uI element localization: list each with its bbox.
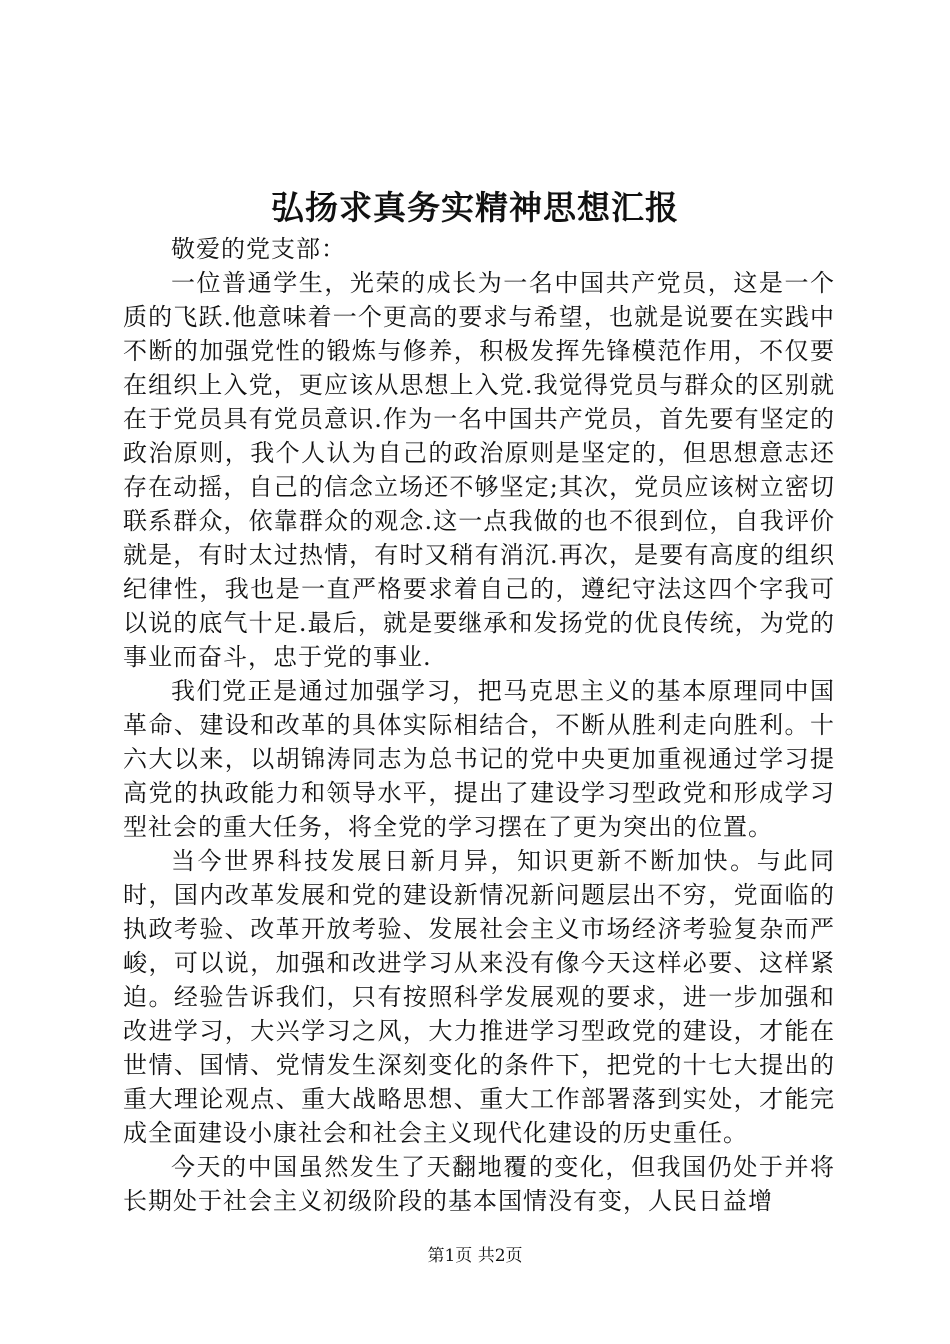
salutation-paragraph: 敬爱的党支部： (171, 235, 346, 263)
body-paragraph: 今天的中国虽然发生了天翻地覆的变化，但我国仍处于并将长期处于社会主义初级阶段的基本国情没有变，人民日益增 (123, 1153, 835, 1215)
body-paragraph: 我们党正是通过加强学习，把马克思主义的基本原理同中国革命、建设和改革的具体实际相结合，不断从胜利走向胜利。十六大以来，以胡锦涛同志为总书记的党中央更加重视通过学习提高党的执政能力和领导水平，提出了建设学习型政党和形成学习型社会的重大任务，将全党的学习摆在了更为突出的位置。 (123, 677, 835, 841)
document-body (123, 232, 835, 1218)
body-paragraph: 当今世界科技发展日新月异，知识更新不断加快。与此同时，国内改革发展和党的建设新情况新问题层出不穷，党面临的执政考验、改革开放考验、发展社会主义市场经济考验复杂而严峻，可以说，加强和改进学习从来没有像今天这样必要、这样紧迫。经验告诉我们，只有按照科学发展观的要求，进一步加强和改进学习，大兴学习之风，大力推进学习型政党的建设，才能在世情、国情、党情发生深刻变化的条件下，把党的十七大提出的重大理论观点、重大战略思想、重大工作部署落到实处，才能完成全面建设小康社会和社会主义现代化建设的历史重任。 (123, 847, 835, 1147)
body-paragraph: 一位普通学生，光荣的成长为一名中国共产党员，这是一个质的飞跃.他意味着一个更高的要求与希望，也就是说要在实践中不断的加强党性的锻炼与修养，积极发挥先锋模范作用，不仅要在组织上入党，更应该从思想上入党.我觉得党员与群众的区别就在于党员具有党员意识.作为一名中国共产党员，首先要有坚定的政治原则，我个人认为自己的政治原则是坚定的，但思想意志还存在动摇，自己的信念立场还不够坚定;其次，党员应该树立密切联系群众，依靠群众的观念.这一点我做的也不很到位，自我评价就是，有时太过热情，有时又稍有消沉.再次，是要有高度的组织纪律性，我也是一直严格要求着自己的，遵纪守法这四个字我可以说的底气十足.最后，就是要继承和发扬党的优良传统，为党的事业而奋斗，忠于党的事业. (123, 269, 835, 671)
document-title: 弘扬求真务实精神思想汇报 (271, 188, 679, 227)
page-footer: 第1页 共2页 (427, 1246, 523, 1266)
